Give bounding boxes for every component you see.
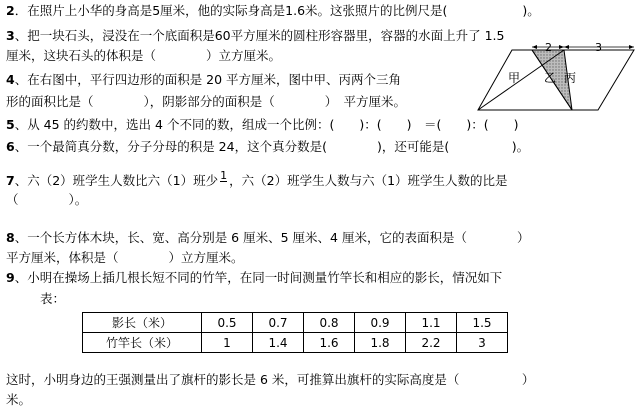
table-cell: 1.4 — [253, 333, 304, 353]
question-number: 3 — [6, 28, 15, 43]
arrow-icon — [564, 45, 569, 49]
shadow-length-table — [82, 312, 508, 353]
table-cell: 1.5 — [457, 313, 508, 333]
question-4-line-2: 形的面积比是（ ），阴影部分的面积是（ ） 平方厘米。 — [6, 94, 407, 109]
table-cell: 1.6 — [304, 333, 355, 353]
question-number: 5 — [6, 117, 15, 132]
question-text: 、从 45 的约数中，选出 4 个不同的数，组成一个比例：( )：( ) ＝( )：( ) — [14, 117, 519, 132]
table-cell: 2.2 — [406, 333, 457, 353]
question-6 — [6, 139, 529, 155]
question-9-line-1 — [6, 270, 502, 286]
question-7-line-2: （ ）。 — [6, 192, 88, 207]
question-text: 、小明在操场上插几根长短不同的竹竿，在同一时间测量竹竿长和相应的影长，情况如下 — [14, 270, 503, 285]
question-text: 、把一块石头，浸没在一个底面积是60平方厘米的圆柱形容器里，容器的水面上升了 1.5 — [14, 28, 505, 43]
label-jia: 甲 — [508, 71, 521, 85]
question-5 — [6, 117, 518, 133]
table-cell: 0.5 — [202, 313, 253, 333]
arrow-icon — [532, 45, 537, 49]
fraction — [220, 170, 227, 193]
question-number: 7 — [6, 173, 15, 188]
table-cell: 3 — [457, 333, 508, 353]
question-8-line-2: 平方厘米，体积是（ ）立方厘米。 — [6, 250, 244, 265]
fraction-numerator: 1 — [220, 169, 228, 182]
table-row — [83, 333, 508, 353]
question-number: 9 — [6, 270, 15, 285]
question-number: 8 — [6, 230, 15, 245]
table-row-header: 影长（米） — [83, 313, 202, 333]
label-yi: 乙 — [544, 71, 557, 85]
fraction-denominator — [220, 181, 227, 193]
question-text: 、一个长方体木块，长、宽、高分别是 6 厘米、5 厘米、4 厘米，它的表面积是（ ） — [14, 230, 530, 245]
question-3-line-1 — [6, 28, 504, 44]
table-row — [83, 313, 508, 333]
question-number: 6 — [6, 139, 15, 154]
table-cell: 1.1 — [406, 313, 457, 333]
question-4-line-1 — [6, 72, 401, 88]
question-9-line-2: 表： — [40, 291, 66, 306]
question-text: 、在右图中，平行四边形的面积是 20 平方厘米，图中甲、丙两个三角 — [14, 72, 402, 87]
question-9-line-3: 这时，小明身边的王强测量出了旗杆的影长是 6 米，可推算出旗杆的实际高度是（ ） — [6, 372, 535, 387]
table-row-header: 竹竿长（米） — [83, 333, 202, 353]
question-7-line-1 — [6, 170, 508, 193]
table-cell: 0.9 — [355, 313, 406, 333]
question-text: ．在照片上小华的身高是5厘米，他的实际身高是1.6米。这张照片的比例尺是( )。 — [14, 3, 540, 18]
arrow-icon — [629, 45, 634, 49]
question-2 — [6, 3, 540, 19]
table-cell: 1.8 — [355, 333, 406, 353]
table-cell: 1 — [202, 333, 253, 353]
label-bing: 丙 — [564, 71, 577, 85]
question-text: 、一个最简真分数，分子分母的积是 24，这个真分数是( )，还可能是( )。 — [14, 139, 530, 154]
question-number: 4 — [6, 72, 15, 87]
question-number: 2 — [6, 3, 15, 18]
arrow-icon — [559, 45, 564, 49]
question-3-line-2: 厘米，这块石头的体积是（ ）立方厘米。 — [6, 48, 282, 63]
dimension-label-right: 3 — [595, 42, 602, 54]
question-text: 、六（2）班学生人数比六（1）班少 — [14, 173, 219, 188]
question-9-line-4: 米。 — [6, 392, 32, 407]
parallelogram-figure — [474, 42, 636, 114]
question-text: ，六（2）班学生人数与六（1）班学生人数的比是 — [229, 173, 508, 188]
dimension-label-left: 2 — [545, 42, 552, 54]
table-cell: 0.7 — [253, 313, 304, 333]
question-8-line-1 — [6, 230, 529, 246]
table-cell: 0.8 — [304, 313, 355, 333]
